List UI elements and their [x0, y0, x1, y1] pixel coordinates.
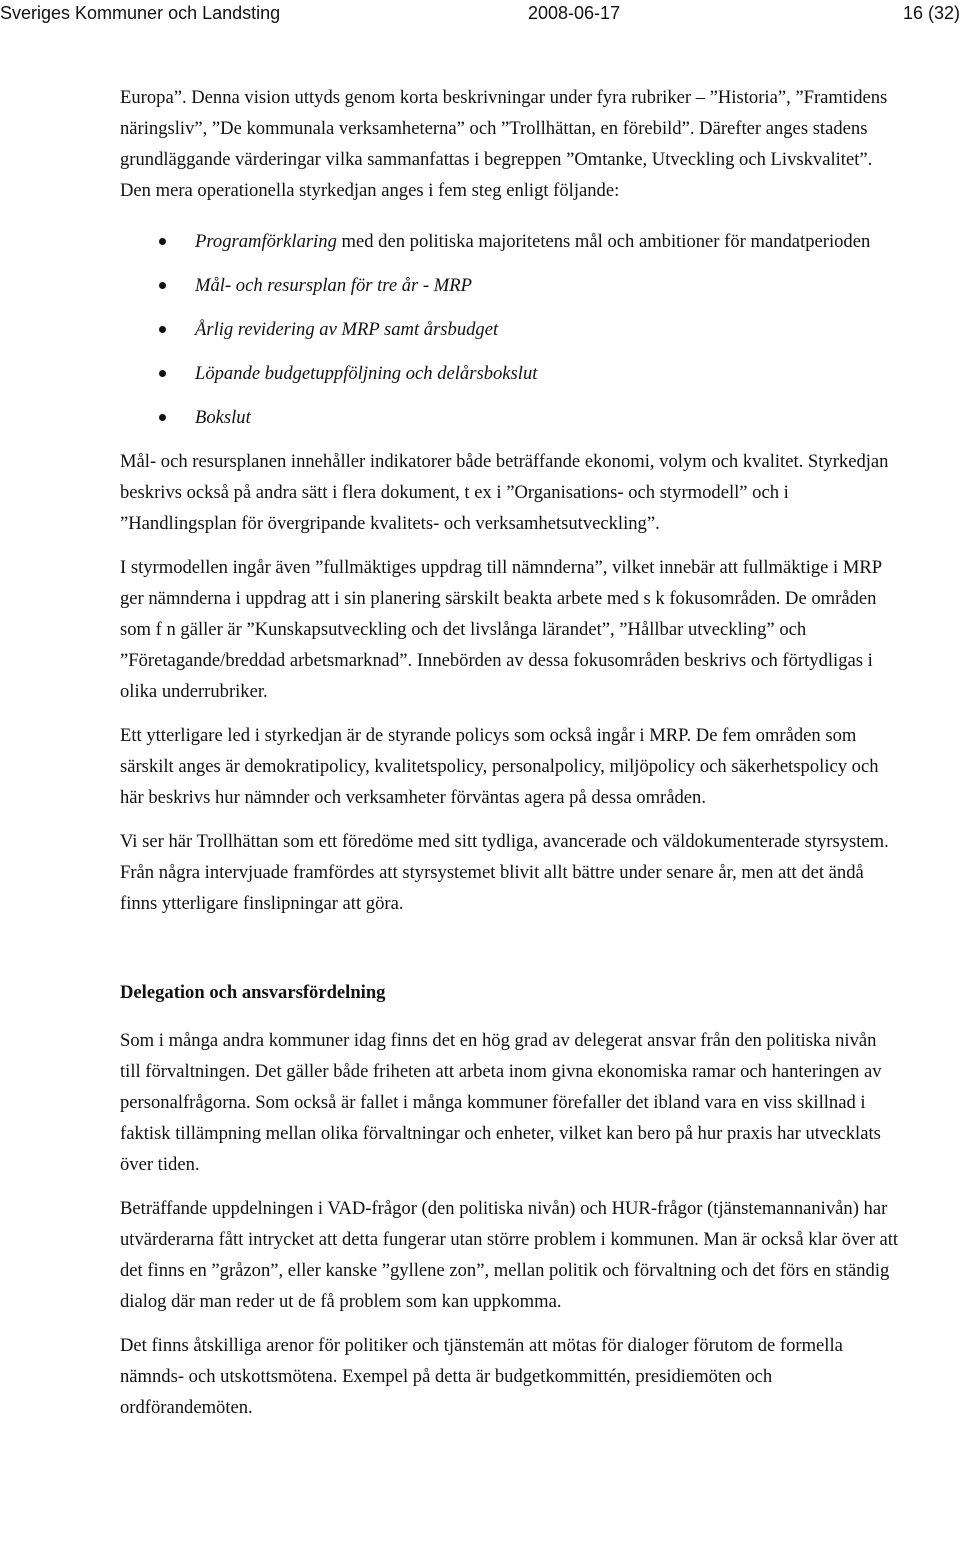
- bullet-icon: [159, 282, 166, 289]
- intro-paragraph: Europa”. Denna vision uttyds genom korta beskrivningar under fyra rubriker – ”Historia”, ”Framtidens näringsliv”, ”De kommunala verksamheterna” och ”Trollhättan, en förebild”. Därefter anges stadens grundläggande värderingar vilka sammanfattas i begreppen ”Omtanke, Utveckling och Livskvalitet”. Den mera operationella styrkedjan anges i fem steg enligt följande:: [120, 87, 888, 201]
- header-page-number: 16 (32): [902, 3, 960, 23]
- header-date: 2008-06-17: [528, 3, 621, 23]
- list-item: [120, 402, 900, 433]
- list-item-text: med den politiska majoritetens mål och ambitioner för mandatperioden: [336, 231, 871, 252]
- list-item-italic: Bokslut: [195, 407, 251, 428]
- list-item: [120, 314, 900, 345]
- section-paragraph: Det finns åtskilliga arenor för politiker och tjänstemän att mötas för dialoger förutom de formella nämnds- och utskottsmötena. Exempel på detta är budgetkommittén, presidiemöten och ordförandemöten.: [120, 1335, 843, 1418]
- list-item-italic: Löpande budgetuppföljning och delårsbokslut: [195, 363, 538, 384]
- body-paragraph: Vi ser här Trollhättan som ett föredöme med sitt tydliga, avancerade och väldokumenterade styrsystem. Från några intervjuade framfördes att styrsystemet blivit allt bättre under senare år, men att det ändå finns ytterligare finslipningar att göra.: [120, 831, 889, 914]
- document-body: [120, 82, 900, 1436]
- list-item: [120, 358, 900, 389]
- list-item-italic: Årlig revidering av MRP samt årsbudget: [195, 319, 499, 340]
- list-item-italic: Programförklaring: [195, 231, 337, 252]
- list-item-italic: Mål- och resursplan för tre år - MRP: [195, 275, 472, 296]
- page-header: [0, 0, 960, 28]
- list-item: [120, 226, 900, 257]
- bullet-icon: [159, 238, 166, 245]
- bullet-icon: [159, 370, 166, 377]
- bullet-icon: [159, 326, 166, 333]
- body-paragraph: Ett ytterligare led i styrkedjan är de styrande policys som också ingår i MRP. De fem områden som särskilt anges är demokratipolicy, kvalitetspolicy, personalpolicy, miljöpolicy och säkerhetspolicy och här beskrivs hur nämnder och verksamheter förväntas agera på dessa områden.: [120, 725, 879, 808]
- list-item: [120, 270, 900, 301]
- body-paragraph: I styrmodellen ingår även ”fullmäktiges uppdrag till nämnderna”, vilket innebär att fullmäktige i MRP ger nämnderna i uppdrag att i sin planering särskilt beakta arbete med s k fokusområden. De områden som f n gäller är ”Kunskapsutveckling och det livslånga lärandet”, ”Hållbar utveckling” och ”Företagande/breddad arbetsmarknad”. Innebörden av dessa fokusområden beskrivs och förtydligas i olika underrubriker.: [120, 557, 882, 702]
- section-paragraph: Som i många andra kommuner idag finns det en hög grad av delegerat ansvar från den politiska nivån till förvaltningen. Det gäller både friheten att arbeta inom givna ekonomiska ramar och hanteringen av personalfrågorna. Som också är fallet i många kommuner förefaller det ibland vara en viss skillnad i faktisk tillämpning mellan olika förvaltningar och enheter, vilket kan bero på hur praxis har utvecklats över tiden.: [120, 1030, 882, 1175]
- header-organization: Sveriges Kommuner och Landsting: [0, 3, 281, 23]
- section-paragraph: Beträffande uppdelningen i VAD-frågor (den politiska nivån) och HUR-frågor (tjänstemannanivån) har utvärderarna fått intrycket att detta fungerar utan större problem i kommunen. Man är också klar över att det finns en ”gråzon”, eller kanske ”gyllene zon”, mellan politik och förvaltning och det förs en ständig dialog där man reder ut de få problem som kan uppkomma.: [120, 1198, 899, 1312]
- body-paragraph: Mål- och resursplanen innehåller indikatorer både beträffande ekonomi, volym och kvalitet. Styrkedjan beskrivs också på andra sätt i flera dokument, t ex i ”Organisations- och styrmodell” och i ”Handlingsplan för övergripande kvalitets- och verksamhetsutveckling”.: [120, 451, 889, 534]
- bullet-icon: [159, 414, 166, 421]
- section-heading: Delegation och ansvarsfördelning: [120, 982, 386, 1003]
- governance-chain-list: [120, 226, 900, 433]
